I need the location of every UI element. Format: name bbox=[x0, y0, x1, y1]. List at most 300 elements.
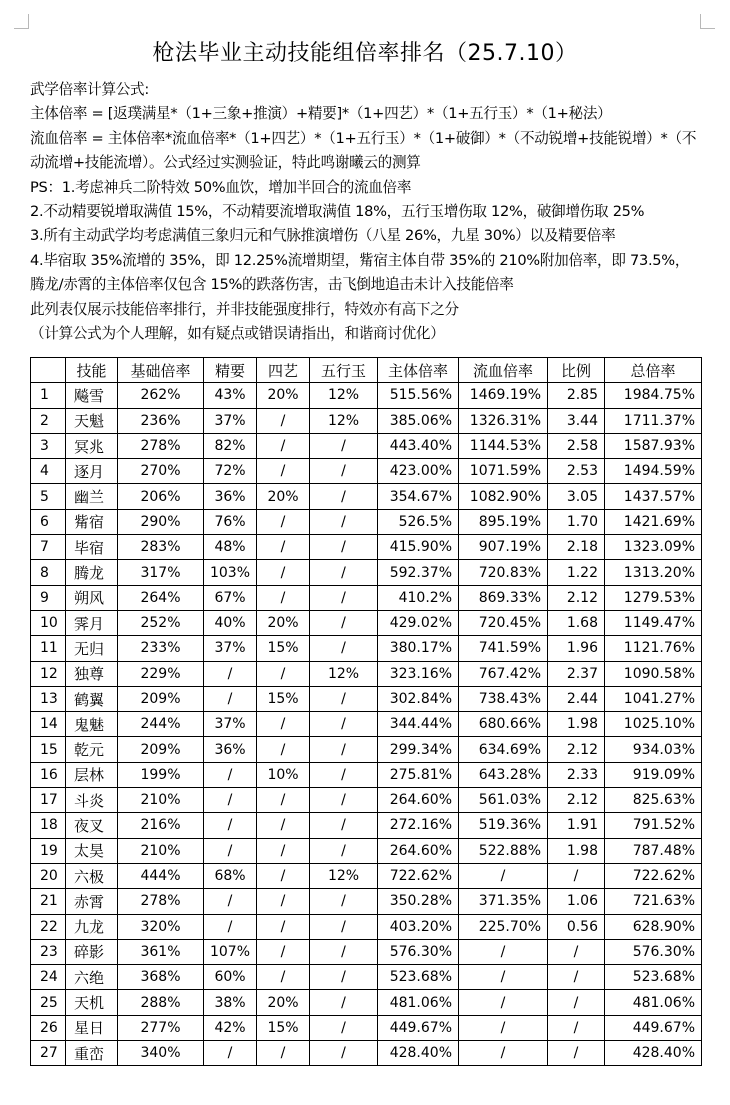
formula-notes bbox=[30, 78, 700, 346]
cell-bleed-rate: 561.03% bbox=[459, 788, 548, 813]
cell-total-rate: 721.63% bbox=[605, 889, 702, 914]
cell-bleed-rate: 225.70% bbox=[459, 914, 548, 939]
cell-main-rate: 275.81% bbox=[378, 762, 459, 787]
cell-rank: 25 bbox=[31, 990, 66, 1015]
cell-four-arts: / bbox=[257, 914, 310, 939]
cell-rank: 26 bbox=[31, 1015, 66, 1040]
cell-four-arts: / bbox=[257, 585, 310, 610]
cell-base-rate: 233% bbox=[118, 636, 204, 661]
cell-skill: 逐月 bbox=[66, 459, 118, 484]
cell-four-arts: / bbox=[257, 560, 310, 585]
cell-ratio: 2.12 bbox=[548, 788, 605, 813]
cell-main-rate: 428.40% bbox=[378, 1041, 459, 1066]
cell-bleed-rate: 738.43% bbox=[459, 686, 548, 711]
table-row bbox=[31, 788, 702, 813]
cell-rank: 22 bbox=[31, 914, 66, 939]
cell-skill: 斗炎 bbox=[66, 788, 118, 813]
cell-base-rate: 270% bbox=[118, 459, 204, 484]
table-row bbox=[31, 1041, 702, 1066]
cell-four-arts: / bbox=[257, 737, 310, 762]
cell-four-arts: / bbox=[257, 965, 310, 990]
header-essence: 精要 bbox=[204, 358, 257, 383]
cell-main-rate: 302.84% bbox=[378, 686, 459, 711]
cell-four-arts: / bbox=[257, 1041, 310, 1066]
cell-four-arts: 20% bbox=[257, 383, 310, 408]
cell-ratio: 1.98 bbox=[548, 712, 605, 737]
cell-rank: 10 bbox=[31, 610, 66, 635]
cell-skill: 独尊 bbox=[66, 661, 118, 686]
cell-total-rate: 1121.76% bbox=[605, 636, 702, 661]
header-rank bbox=[31, 358, 66, 383]
cell-five-elements-jade: / bbox=[310, 1041, 378, 1066]
cell-base-rate: 229% bbox=[118, 661, 204, 686]
cell-skill: 星日 bbox=[66, 1015, 118, 1040]
cell-skill: 鬼魅 bbox=[66, 712, 118, 737]
cell-essence: / bbox=[204, 914, 257, 939]
cell-total-rate: 449.67% bbox=[605, 1015, 702, 1040]
cell-base-rate: 444% bbox=[118, 863, 204, 888]
cell-ratio: 1.22 bbox=[548, 560, 605, 585]
cell-total-rate: 481.06% bbox=[605, 990, 702, 1015]
cell-ratio: 0.56 bbox=[548, 914, 605, 939]
cell-essence: / bbox=[204, 813, 257, 838]
cell-main-rate: 299.34% bbox=[378, 737, 459, 762]
cell-ratio: 1.70 bbox=[548, 509, 605, 534]
cell-rank: 21 bbox=[31, 889, 66, 914]
cell-rank: 18 bbox=[31, 813, 66, 838]
cell-bleed-rate: 1469.19% bbox=[459, 383, 548, 408]
cell-skill: 天魁 bbox=[66, 408, 118, 433]
cell-total-rate: 791.52% bbox=[605, 813, 702, 838]
cell-five-elements-jade: / bbox=[310, 610, 378, 635]
cell-skill: 重峦 bbox=[66, 1041, 118, 1066]
cell-base-rate: 317% bbox=[118, 560, 204, 585]
cell-rank: 5 bbox=[31, 484, 66, 509]
cell-essence: 37% bbox=[204, 636, 257, 661]
cell-bleed-rate: 767.42% bbox=[459, 661, 548, 686]
cell-four-arts: / bbox=[257, 863, 310, 888]
cell-bleed-rate: 371.35% bbox=[459, 889, 548, 914]
cell-main-rate: 380.17% bbox=[378, 636, 459, 661]
cell-bleed-rate: 522.88% bbox=[459, 838, 548, 863]
cell-total-rate: 1711.37% bbox=[605, 408, 702, 433]
cell-main-rate: 272.16% bbox=[378, 813, 459, 838]
cell-five-elements-jade: / bbox=[310, 712, 378, 737]
table-row bbox=[31, 661, 702, 686]
cell-rank: 19 bbox=[31, 838, 66, 863]
cell-bleed-rate: 1071.59% bbox=[459, 459, 548, 484]
cell-four-arts: 10% bbox=[257, 762, 310, 787]
cell-rank: 23 bbox=[31, 939, 66, 964]
cell-ratio: / bbox=[548, 965, 605, 990]
cell-base-rate: 277% bbox=[118, 1015, 204, 1040]
table-row bbox=[31, 433, 702, 458]
table-body bbox=[31, 383, 702, 1066]
cell-essence: 43% bbox=[204, 383, 257, 408]
cell-bleed-rate: 869.33% bbox=[459, 585, 548, 610]
table-row bbox=[31, 1015, 702, 1040]
cell-four-arts: 15% bbox=[257, 636, 310, 661]
cell-four-arts: 20% bbox=[257, 610, 310, 635]
table-row bbox=[31, 560, 702, 585]
cell-skill: 毕宿 bbox=[66, 535, 118, 560]
cell-main-rate: 523.68% bbox=[378, 965, 459, 990]
cell-essence: 38% bbox=[204, 990, 257, 1015]
cell-base-rate: 209% bbox=[118, 686, 204, 711]
cell-four-arts: 20% bbox=[257, 484, 310, 509]
cell-main-rate: 526.5% bbox=[378, 509, 459, 534]
table-row bbox=[31, 408, 702, 433]
cell-rank: 6 bbox=[31, 509, 66, 534]
cell-five-elements-jade: 12% bbox=[310, 383, 378, 408]
cell-ratio: 1.91 bbox=[548, 813, 605, 838]
cell-five-elements-jade: / bbox=[310, 813, 378, 838]
cell-base-rate: 236% bbox=[118, 408, 204, 433]
table-row bbox=[31, 636, 702, 661]
cell-total-rate: 787.48% bbox=[605, 838, 702, 863]
note-line: PS：1.考虑神兵二阶特效 50%血饮，增加半回合的流血倍率 bbox=[30, 178, 412, 196]
cell-bleed-rate: 1144.53% bbox=[459, 433, 548, 458]
cell-base-rate: 252% bbox=[118, 610, 204, 635]
cell-ratio: 2.12 bbox=[548, 585, 605, 610]
cell-skill: 九龙 bbox=[66, 914, 118, 939]
cell-essence: / bbox=[204, 788, 257, 813]
cell-ratio: 2.44 bbox=[548, 686, 605, 711]
header-four-arts: 四艺 bbox=[257, 358, 310, 383]
cell-five-elements-jade: / bbox=[310, 762, 378, 787]
cell-base-rate: 209% bbox=[118, 737, 204, 762]
cell-rank: 13 bbox=[31, 686, 66, 711]
cell-five-elements-jade: / bbox=[310, 914, 378, 939]
cell-four-arts: / bbox=[257, 433, 310, 458]
cell-four-arts: / bbox=[257, 408, 310, 433]
table-row bbox=[31, 838, 702, 863]
cell-total-rate: 1323.09% bbox=[605, 535, 702, 560]
cell-total-rate: 1041.27% bbox=[605, 686, 702, 711]
cell-five-elements-jade: / bbox=[310, 585, 378, 610]
cell-essence: 37% bbox=[204, 712, 257, 737]
cell-essence: 82% bbox=[204, 433, 257, 458]
cell-rank: 16 bbox=[31, 762, 66, 787]
cell-base-rate: 290% bbox=[118, 509, 204, 534]
cell-skill: 六绝 bbox=[66, 965, 118, 990]
note-line: 主体倍率 = [返璞满星*（1+三象+推演）+精要]*（1+四艺）*（1+五行玉）*（1+秘法） bbox=[30, 105, 612, 123]
note-line: 腾龙/赤霄的主体倍率仅包含 15%的跌落伤害，击飞倒地追击未计入技能倍率 bbox=[30, 276, 514, 294]
header-ratio: 比例 bbox=[548, 358, 605, 383]
cell-five-elements-jade: / bbox=[310, 686, 378, 711]
note-line: 2.不动精要锐增取满值 15%，不动精要流增取满值 18%，五行玉增伤取 12%，破御增伤取 25% bbox=[30, 203, 645, 221]
cell-skill: 层林 bbox=[66, 762, 118, 787]
cell-ratio: / bbox=[548, 939, 605, 964]
cell-rank: 1 bbox=[31, 383, 66, 408]
cell-skill: 鹤翼 bbox=[66, 686, 118, 711]
cell-total-rate: 576.30% bbox=[605, 939, 702, 964]
note-line: 武学倍率计算公式: bbox=[30, 81, 149, 98]
cell-total-rate: 1437.57% bbox=[605, 484, 702, 509]
cell-main-rate: 592.37% bbox=[378, 560, 459, 585]
cell-four-arts: / bbox=[257, 509, 310, 534]
cell-rank: 2 bbox=[31, 408, 66, 433]
table-row bbox=[31, 712, 702, 737]
note-line: 3.所有主动武学均考虑满值三象归元和气脉推演增伤（八星 26%，九星 30%）以及精要倍率 bbox=[30, 227, 616, 245]
cell-four-arts: / bbox=[257, 939, 310, 964]
cell-total-rate: 1984.75% bbox=[605, 383, 702, 408]
cell-main-rate: 385.06% bbox=[378, 408, 459, 433]
cell-rank: 9 bbox=[31, 585, 66, 610]
cell-base-rate: 206% bbox=[118, 484, 204, 509]
cell-essence: / bbox=[204, 762, 257, 787]
cell-total-rate: 1279.53% bbox=[605, 585, 702, 610]
cell-bleed-rate: 907.19% bbox=[459, 535, 548, 560]
cell-main-rate: 449.67% bbox=[378, 1015, 459, 1040]
cell-ratio: 1.98 bbox=[548, 838, 605, 863]
cell-essence: 40% bbox=[204, 610, 257, 635]
cell-essence: 37% bbox=[204, 408, 257, 433]
cell-skill: 霁月 bbox=[66, 610, 118, 635]
cell-total-rate: 1090.58% bbox=[605, 661, 702, 686]
cell-ratio: 2.12 bbox=[548, 737, 605, 762]
cell-bleed-rate: 741.59% bbox=[459, 636, 548, 661]
cell-rank: 11 bbox=[31, 636, 66, 661]
skill-ranking-table bbox=[30, 357, 702, 1066]
cell-base-rate: 361% bbox=[118, 939, 204, 964]
cell-ratio: 2.53 bbox=[548, 459, 605, 484]
cell-base-rate: 199% bbox=[118, 762, 204, 787]
table-row bbox=[31, 383, 702, 408]
cell-essence: 103% bbox=[204, 560, 257, 585]
page-corner-mark-left bbox=[14, 14, 29, 29]
cell-ratio: 2.85 bbox=[548, 383, 605, 408]
cell-five-elements-jade: / bbox=[310, 939, 378, 964]
cell-base-rate: 210% bbox=[118, 788, 204, 813]
cell-total-rate: 1421.69% bbox=[605, 509, 702, 534]
cell-skill: 朔风 bbox=[66, 585, 118, 610]
cell-essence: 42% bbox=[204, 1015, 257, 1040]
cell-base-rate: 244% bbox=[118, 712, 204, 737]
cell-total-rate: 722.62% bbox=[605, 863, 702, 888]
cell-main-rate: 410.2% bbox=[378, 585, 459, 610]
header-total-rate: 总倍率 bbox=[605, 358, 702, 383]
cell-rank: 17 bbox=[31, 788, 66, 813]
cell-five-elements-jade: / bbox=[310, 838, 378, 863]
cell-five-elements-jade: / bbox=[310, 535, 378, 560]
cell-essence: / bbox=[204, 686, 257, 711]
cell-four-arts: / bbox=[257, 661, 310, 686]
cell-total-rate: 428.40% bbox=[605, 1041, 702, 1066]
cell-rank: 7 bbox=[31, 535, 66, 560]
cell-five-elements-jade: / bbox=[310, 459, 378, 484]
cell-total-rate: 628.90% bbox=[605, 914, 702, 939]
cell-bleed-rate: / bbox=[459, 1041, 548, 1066]
cell-skill: 无归 bbox=[66, 636, 118, 661]
cell-rank: 20 bbox=[31, 863, 66, 888]
cell-bleed-rate: / bbox=[459, 1015, 548, 1040]
cell-skill: 觜宿 bbox=[66, 509, 118, 534]
cell-total-rate: 1025.10% bbox=[605, 712, 702, 737]
cell-rank: 12 bbox=[31, 661, 66, 686]
header-bleed-rate: 流血倍率 bbox=[459, 358, 548, 383]
cell-skill: 乾元 bbox=[66, 737, 118, 762]
cell-five-elements-jade: 12% bbox=[310, 408, 378, 433]
cell-skill: 赤霄 bbox=[66, 889, 118, 914]
cell-five-elements-jade: / bbox=[310, 889, 378, 914]
table-row bbox=[31, 939, 702, 964]
cell-total-rate: 1494.59% bbox=[605, 459, 702, 484]
cell-main-rate: 443.40% bbox=[378, 433, 459, 458]
cell-rank: 14 bbox=[31, 712, 66, 737]
cell-base-rate: 320% bbox=[118, 914, 204, 939]
cell-main-rate: 415.90% bbox=[378, 535, 459, 560]
cell-essence: 36% bbox=[204, 484, 257, 509]
header-base-rate: 基础倍率 bbox=[118, 358, 204, 383]
cell-skill: 冥兆 bbox=[66, 433, 118, 458]
cell-five-elements-jade: / bbox=[310, 560, 378, 585]
cell-main-rate: 403.20% bbox=[378, 914, 459, 939]
note-line: 流血倍率 = 主体倍率*流血倍率*（1+四艺）*（1+五行玉）*（1+破御）*（不动锐增+技能锐增）*（不动流增+技能流增）。公式经过实测验证，特此鸣谢曦云的测算 bbox=[30, 129, 697, 172]
cell-essence: 68% bbox=[204, 863, 257, 888]
table-row bbox=[31, 509, 702, 534]
cell-ratio: 3.44 bbox=[548, 408, 605, 433]
cell-ratio: / bbox=[548, 863, 605, 888]
table-row bbox=[31, 535, 702, 560]
cell-base-rate: 368% bbox=[118, 965, 204, 990]
cell-bleed-rate: 895.19% bbox=[459, 509, 548, 534]
cell-main-rate: 264.60% bbox=[378, 838, 459, 863]
cell-bleed-rate: / bbox=[459, 965, 548, 990]
cell-main-rate: 576.30% bbox=[378, 939, 459, 964]
cell-main-rate: 344.44% bbox=[378, 712, 459, 737]
cell-base-rate: 340% bbox=[118, 1041, 204, 1066]
cell-base-rate: 262% bbox=[118, 383, 204, 408]
cell-essence: / bbox=[204, 661, 257, 686]
cell-four-arts: 15% bbox=[257, 1015, 310, 1040]
cell-four-arts: 20% bbox=[257, 990, 310, 1015]
cell-rank: 4 bbox=[31, 459, 66, 484]
cell-total-rate: 523.68% bbox=[605, 965, 702, 990]
cell-four-arts: / bbox=[257, 712, 310, 737]
cell-five-elements-jade: / bbox=[310, 484, 378, 509]
cell-total-rate: 825.63% bbox=[605, 788, 702, 813]
cell-four-arts: / bbox=[257, 459, 310, 484]
cell-five-elements-jade: / bbox=[310, 433, 378, 458]
cell-base-rate: 288% bbox=[118, 990, 204, 1015]
cell-bleed-rate: 680.66% bbox=[459, 712, 548, 737]
table-row bbox=[31, 914, 702, 939]
cell-five-elements-jade: 12% bbox=[310, 863, 378, 888]
cell-total-rate: 1149.47% bbox=[605, 610, 702, 635]
cell-five-elements-jade: / bbox=[310, 990, 378, 1015]
cell-five-elements-jade: / bbox=[310, 509, 378, 534]
table-row bbox=[31, 585, 702, 610]
note-line: （计算公式为个人理解，如有疑点或错误请指出，和谐商讨优化） bbox=[30, 325, 445, 343]
cell-bleed-rate: / bbox=[459, 990, 548, 1015]
cell-main-rate: 264.60% bbox=[378, 788, 459, 813]
cell-main-rate: 354.67% bbox=[378, 484, 459, 509]
cell-skill: 太昊 bbox=[66, 838, 118, 863]
cell-five-elements-jade: / bbox=[310, 965, 378, 990]
table-row bbox=[31, 762, 702, 787]
cell-main-rate: 423.00% bbox=[378, 459, 459, 484]
cell-ratio: 2.33 bbox=[548, 762, 605, 787]
cell-bleed-rate: 1326.31% bbox=[459, 408, 548, 433]
cell-ratio: 1.06 bbox=[548, 889, 605, 914]
cell-essence: / bbox=[204, 889, 257, 914]
cell-ratio: 3.05 bbox=[548, 484, 605, 509]
cell-skill: 天机 bbox=[66, 990, 118, 1015]
cell-base-rate: 278% bbox=[118, 433, 204, 458]
table-row bbox=[31, 610, 702, 635]
cell-skill: 六极 bbox=[66, 863, 118, 888]
table-row bbox=[31, 889, 702, 914]
header-skill: 技能 bbox=[66, 358, 118, 383]
cell-skill: 碎影 bbox=[66, 939, 118, 964]
note-line: 此列表仅展示技能倍率排行，并非技能强度排行，特效亦有高下之分 bbox=[30, 300, 459, 318]
cell-main-rate: 722.62% bbox=[378, 863, 459, 888]
cell-total-rate: 934.03% bbox=[605, 737, 702, 762]
table-row bbox=[31, 863, 702, 888]
cell-ratio: 1.96 bbox=[548, 636, 605, 661]
cell-rank: 8 bbox=[31, 560, 66, 585]
cell-bleed-rate: 720.45% bbox=[459, 610, 548, 635]
cell-base-rate: 216% bbox=[118, 813, 204, 838]
header-five-elements-jade: 五行玉 bbox=[310, 358, 378, 383]
cell-skill: 幽兰 bbox=[66, 484, 118, 509]
cell-four-arts: / bbox=[257, 788, 310, 813]
cell-main-rate: 515.56% bbox=[378, 383, 459, 408]
cell-four-arts: / bbox=[257, 813, 310, 838]
cell-four-arts: / bbox=[257, 889, 310, 914]
cell-four-arts: / bbox=[257, 838, 310, 863]
cell-essence: / bbox=[204, 1041, 257, 1066]
cell-five-elements-jade: / bbox=[310, 737, 378, 762]
cell-main-rate: 323.16% bbox=[378, 661, 459, 686]
cell-five-elements-jade: 12% bbox=[310, 661, 378, 686]
cell-bleed-rate: 1082.90% bbox=[459, 484, 548, 509]
table-row bbox=[31, 459, 702, 484]
table-row bbox=[31, 686, 702, 711]
note-line: 4.毕宿取 35%流增的 35%，即 12.25%流增期望，觜宿主体自带 35%的 210%附加倍率，即 73.5%， bbox=[30, 251, 690, 269]
cell-main-rate: 481.06% bbox=[378, 990, 459, 1015]
page-title: 枪法毕业主动技能组倍率排名（25.7.10） bbox=[152, 41, 578, 66]
cell-essence: 107% bbox=[204, 939, 257, 964]
cell-base-rate: 210% bbox=[118, 838, 204, 863]
cell-bleed-rate: 634.69% bbox=[459, 737, 548, 762]
cell-ratio: 2.37 bbox=[548, 661, 605, 686]
cell-four-arts: 15% bbox=[257, 686, 310, 711]
cell-base-rate: 283% bbox=[118, 535, 204, 560]
cell-bleed-rate: / bbox=[459, 939, 548, 964]
cell-ratio: 2.58 bbox=[548, 433, 605, 458]
cell-rank: 15 bbox=[31, 737, 66, 762]
cell-ratio: / bbox=[548, 1041, 605, 1066]
cell-total-rate: 1587.93% bbox=[605, 433, 702, 458]
cell-bleed-rate: / bbox=[459, 863, 548, 888]
cell-five-elements-jade: / bbox=[310, 636, 378, 661]
cell-essence: / bbox=[204, 838, 257, 863]
cell-essence: 36% bbox=[204, 737, 257, 762]
cell-essence: 72% bbox=[204, 459, 257, 484]
cell-total-rate: 919.09% bbox=[605, 762, 702, 787]
cell-total-rate: 1313.20% bbox=[605, 560, 702, 585]
page-corner-mark-right bbox=[700, 14, 715, 29]
cell-bleed-rate: 720.83% bbox=[459, 560, 548, 585]
cell-ratio: / bbox=[548, 990, 605, 1015]
cell-skill: 夜叉 bbox=[66, 813, 118, 838]
cell-ratio: / bbox=[548, 1015, 605, 1040]
cell-bleed-rate: 519.36% bbox=[459, 813, 548, 838]
table-row bbox=[31, 484, 702, 509]
cell-essence: 67% bbox=[204, 585, 257, 610]
